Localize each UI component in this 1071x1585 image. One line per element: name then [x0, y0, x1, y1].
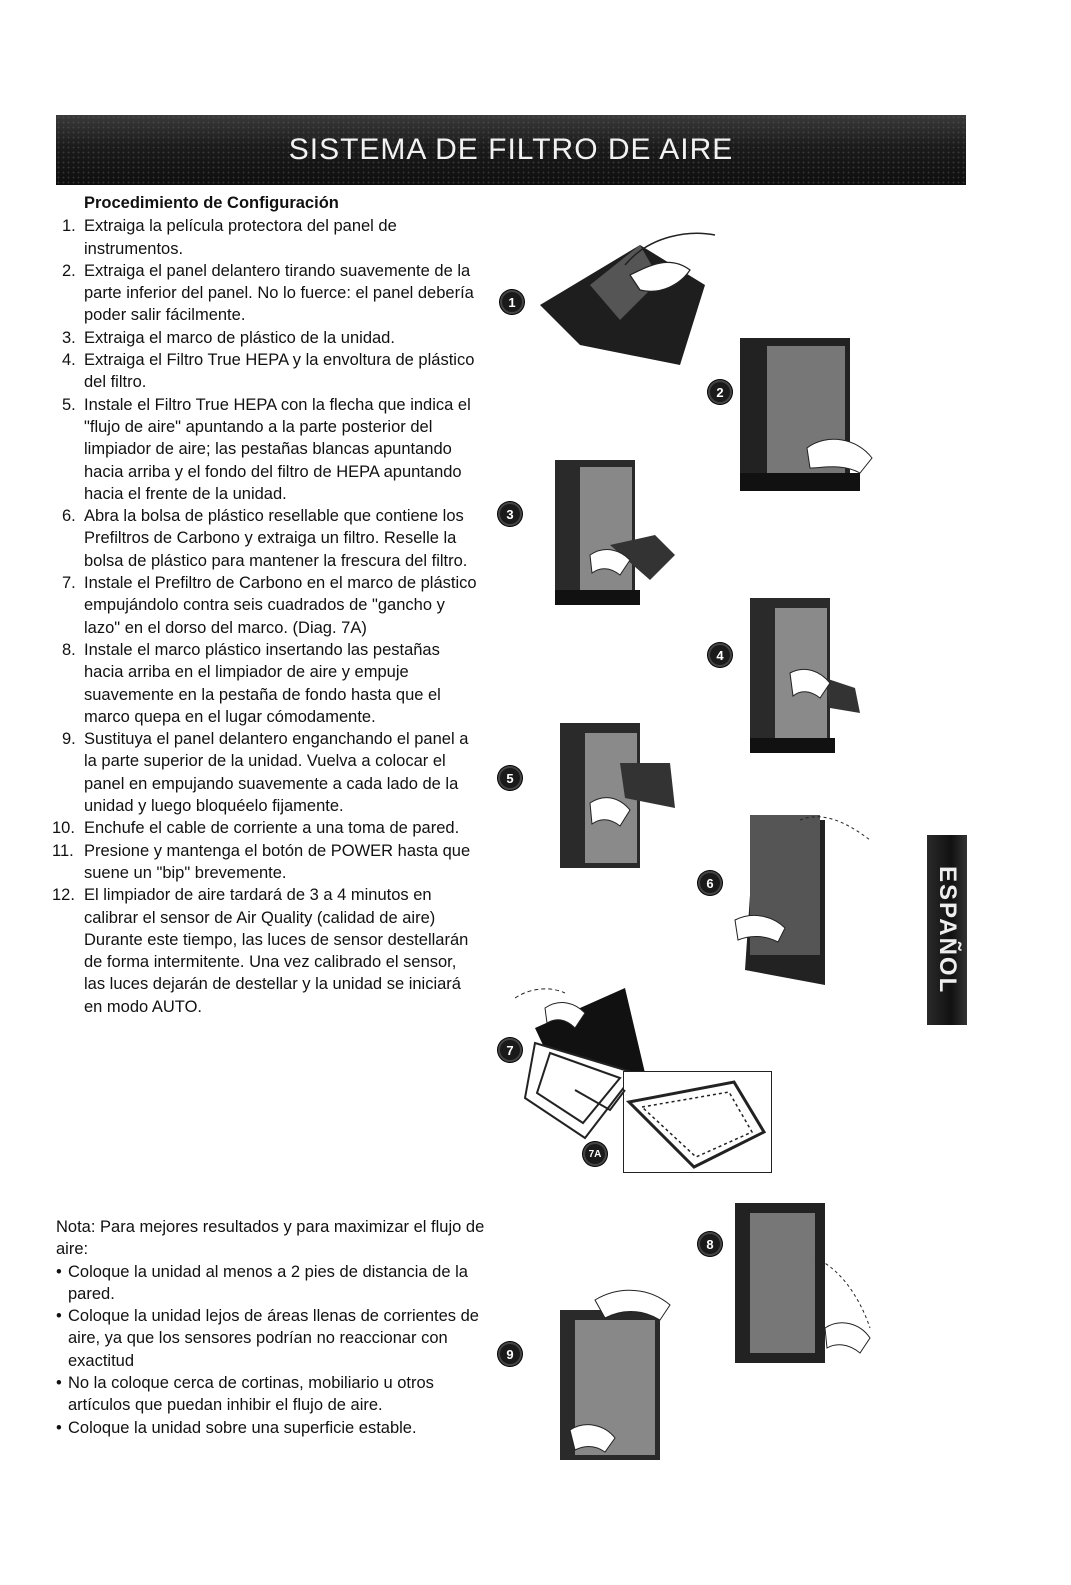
list-item: 7. Instale el Prefiltro de Carbono en el marco de plástico empujándolo contra seis cuadrados de "gancho y lazo" en el dorso del marco. (Diag. 7A) — [62, 574, 477, 637]
figure-8-illustration — [730, 1198, 880, 1373]
list-item: 8. Instale el marco plástico insertando las pestañas hacia arriba en el limpiador de aire y empuje suavemente en la pestaña de fondo hasta que el marco quepa en el lugar cómodamente. — [62, 640, 441, 726]
note-bullets — [56, 1261, 486, 1439]
figure-1-illustration — [530, 225, 730, 375]
list-item: • Coloque la unidad lejos de áreas llenas de corrientes de aire, ya que los sensores podrían no reaccionar con exactitud — [56, 1305, 486, 1372]
section-banner — [56, 115, 966, 185]
step-badge-9: 9 — [498, 1342, 522, 1366]
procedure-section — [52, 192, 482, 1018]
diagram-7a-inset — [623, 1071, 772, 1173]
language-tab — [927, 835, 967, 1025]
step-badge-7: 7 — [498, 1038, 522, 1062]
step-badge-8: 8 — [698, 1232, 722, 1256]
list-item: 6. Abra la bolsa de plástico resellable que contiene los Prefiltros de Carbono y extraiga un filtro. Reselle la bolsa de plástico para mantener la frescura del filtro. — [62, 507, 468, 570]
list-item: • Coloque la unidad al menos a 2 pies de distancia de la pared. — [56, 1261, 486, 1306]
list-item: 4. Extraiga el Filtro True HEPA y la envoltura de plástico del filtro. — [62, 351, 475, 392]
step-badge-2: 2 — [708, 380, 732, 404]
list-item: • No la coloque cerca de cortinas, mobiliario u otros artículos que puedan inhibir el flujo de aire. — [56, 1372, 486, 1417]
step-badge-1: 1 — [500, 290, 524, 314]
step-badge-3: 3 — [498, 502, 522, 526]
figure-5-illustration — [550, 718, 690, 878]
list-item: 2. Extraiga el panel delantero tirando suavemente de la parte inferior del panel. No lo fuerce: el panel debería poder salir fácilmente. — [62, 261, 474, 325]
list-item: 3. Extraiga el marco de plástico de la unidad. — [62, 328, 395, 347]
step-badge-4: 4 — [708, 643, 732, 667]
figure-2-illustration — [732, 328, 882, 503]
list-item: 9. Sustituya el panel delantero enganchando el panel a la parte superior de la unidad. Vuelva a colocar el panel en empujando suavemente a cada lado de la unidad y luego bloquéelo fijamente. — [62, 730, 469, 816]
language-tab-label: ESPAÑOL — [934, 865, 961, 995]
note-section — [56, 1216, 486, 1439]
figure-6-illustration — [730, 810, 890, 990]
list-item: 10. Enchufe el cable de corriente a una toma de pared. — [52, 819, 460, 838]
list-item: 1. Extraiga la película protectora del panel de instrumentos. — [62, 217, 397, 258]
list-item: 5. Instale el Filtro True HEPA con la flecha que indica el "flujo de aire" apuntando a la parte posterior del limpiador de aire; las pestañas blancas apuntando hacia arriba y el fondo del filtro de HEPA apuntando hacia el frente de la unidad. — [62, 395, 471, 503]
list-item: • Coloque la unidad sobre una superficie estable. — [56, 1417, 486, 1439]
figure-7a-pointer — [570, 1080, 630, 1140]
procedure-steps — [52, 215, 482, 1018]
figure-4-illustration — [745, 593, 885, 763]
step-badge-5: 5 — [498, 766, 522, 790]
list-item: 11. Presione y mantenga el botón de POWER hasta que suene un "bip" brevemente. — [52, 841, 471, 882]
step-badge-6: 6 — [698, 871, 722, 895]
procedure-title: Procedimiento de Configuración — [84, 194, 339, 212]
page-title: SISTEMA DE FILTRO DE AIRE — [288, 133, 734, 166]
figure-3-illustration — [550, 455, 695, 615]
list-item: 12. El limpiador de aire tardará de 3 a 4 minutos en calibrar el sensor de Air Quality (calidad de aire) Durante este tiempo, las luces de sensor destellarán de forma intermitente. Una vez calibrado el sensor, las luces dejarán de destellar y la unidad se iniciará en modo AUTO. — [52, 886, 469, 1016]
note-intro: Nota: Para mejores resultados y para maximizar el flujo de aire: — [56, 1218, 485, 1259]
step-badge-7a: 7A — [583, 1142, 607, 1166]
figure-9-illustration — [550, 1280, 710, 1470]
